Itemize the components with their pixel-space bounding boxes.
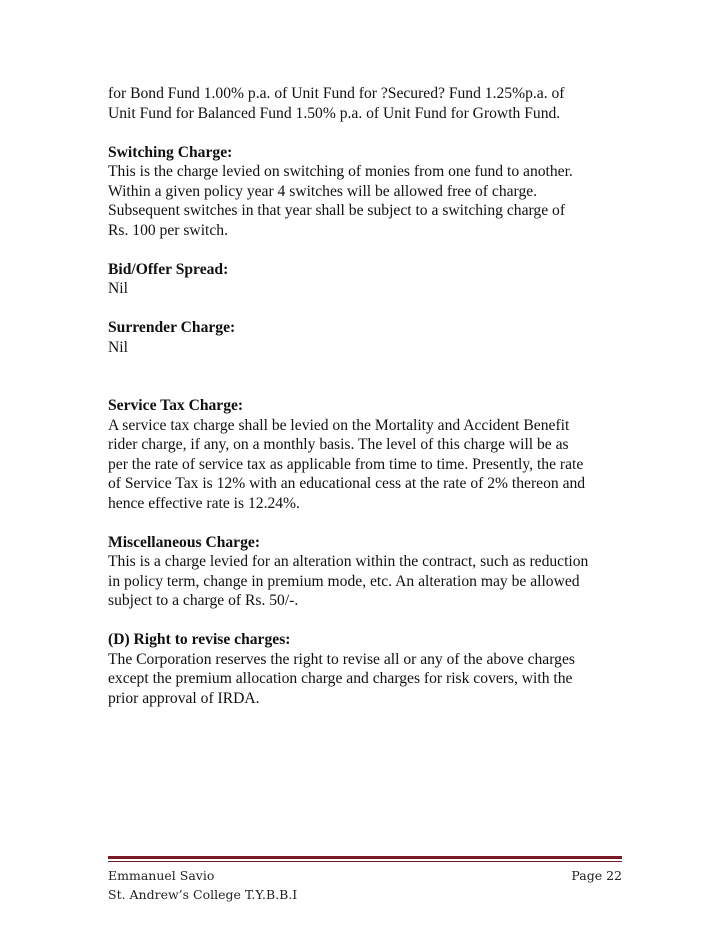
service-tax-heading: Service Tax Charge: xyxy=(108,397,244,414)
miscellaneous-charge-line: in policy term, change in premium mode, etc. An alteration may be allowed xyxy=(108,572,580,590)
revise-charges-section xyxy=(108,630,628,708)
switching-charge-line: Rs. 100 per switch. xyxy=(108,221,228,239)
intro-paragraph xyxy=(108,84,628,123)
document-body xyxy=(108,84,628,728)
revise-charges-line: The Corporation reserves the right to revise all or any of the above charges xyxy=(108,650,575,668)
footer-author: Emmanuel Savio xyxy=(108,868,215,883)
service-tax-line: per the rate of service tax as applicable from time to time. Presently, the rate xyxy=(108,455,584,473)
page-footer xyxy=(108,866,622,904)
service-tax-section xyxy=(108,396,628,513)
revise-charges-heading: (D) Right to revise charges: xyxy=(108,631,291,648)
bid-offer-section xyxy=(108,260,628,299)
service-tax-line: rider charge, if any, on a monthly basis. The level of this charge will be as xyxy=(108,436,569,453)
miscellaneous-charge-section xyxy=(108,533,628,611)
revise-charges-line: prior approval of IRDA. xyxy=(108,689,260,707)
footer-row xyxy=(108,866,622,885)
switching-charge-heading: Switching Charge: xyxy=(108,143,233,161)
intro-line: for Bond Fund 1.00% p.a. of Unit Fund for ?Secured? Fund 1.25%p.a. of xyxy=(108,85,565,102)
switching-charge-line: Within a given policy year 4 switches will be allowed free of charge. xyxy=(108,182,538,200)
switching-charge-line: This is the charge levied on switching of monies from one fund to another. xyxy=(108,163,573,180)
footer-college: St. Andrew’s College T.Y.B.B.I xyxy=(108,887,298,902)
switching-charge-line: Subsequent switches in that year shall be subject to a switching charge of xyxy=(108,202,566,219)
switching-charge-section xyxy=(108,143,628,241)
intro-line: Unit Fund for Balanced Fund 1.50% p.a. of Unit Fund for Growth Fund. xyxy=(108,104,561,122)
miscellaneous-charge-line: This is a charge levied for an alteration within the contract, such as reduction xyxy=(108,553,589,570)
surrender-charge-heading: Surrender Charge: xyxy=(108,319,236,336)
bid-offer-value: Nil xyxy=(108,280,128,297)
service-tax-line: of Service Tax is 12% with an educational cess at the rate of 2% thereon and xyxy=(108,475,586,492)
surrender-charge-value: Nil xyxy=(108,338,128,356)
revise-charges-line: except the premium allocation charge and charges for risk covers, with the xyxy=(108,670,573,687)
surrender-charge-section xyxy=(108,318,628,357)
footer-divider-thin xyxy=(108,861,622,862)
service-tax-line: A service tax charge shall be levied on the Mortality and Accident Benefit xyxy=(108,416,570,434)
miscellaneous-charge-line: subject to a charge of Rs. 50/-. xyxy=(108,592,299,609)
footer-divider xyxy=(108,856,622,859)
bid-offer-heading: Bid/Offer Spread: xyxy=(108,260,229,278)
footer-page-number: Page 22 xyxy=(571,868,622,883)
service-tax-line: hence effective rate is 12.24%. xyxy=(108,494,300,512)
miscellaneous-charge-heading: Miscellaneous Charge: xyxy=(108,533,261,551)
